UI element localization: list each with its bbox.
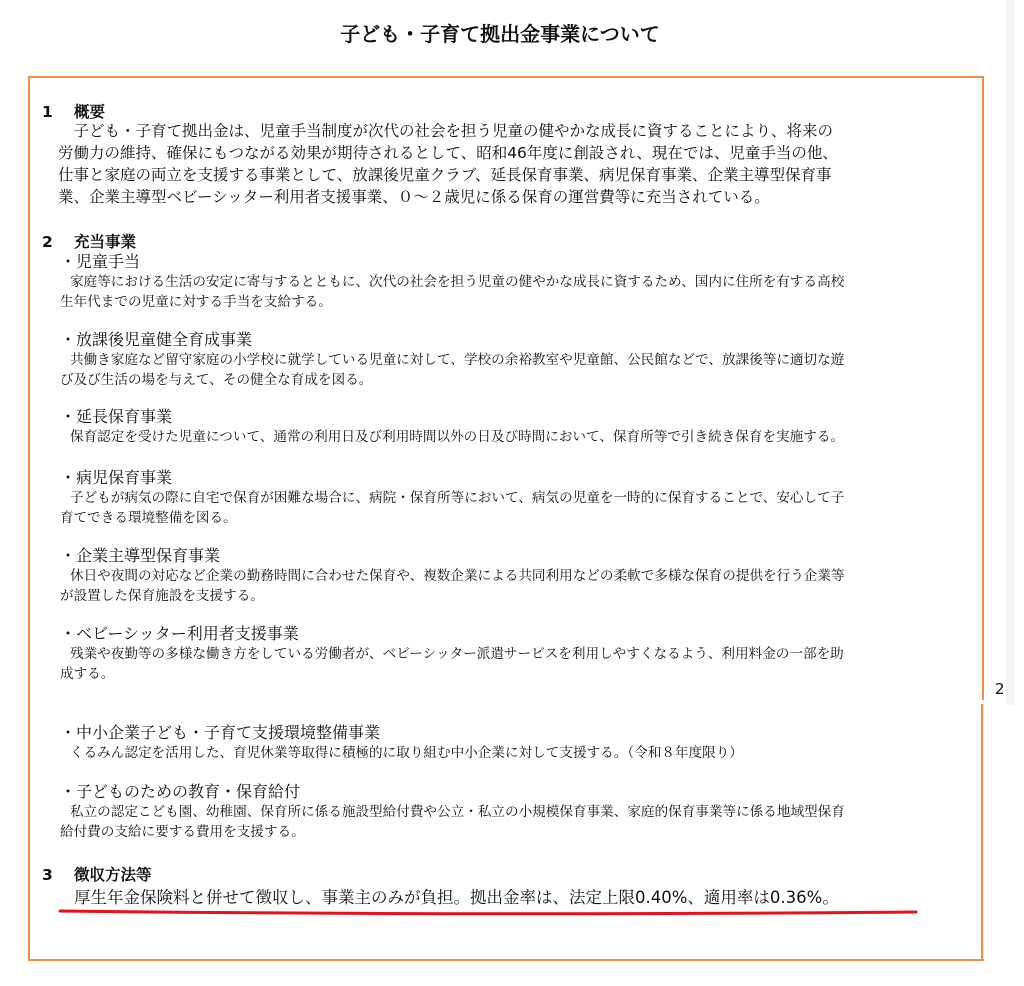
program-item <box>60 545 845 606</box>
paragraph-line: 子ども・子育て拠出金は、児童手当制度が次代の社会を担う児童の健やかな成長に資することにより、将来の <box>58 122 834 140</box>
program-description <box>60 744 743 764</box>
program-title: ・病児保育事業 <box>60 468 173 487</box>
program-item <box>60 781 845 842</box>
program-item <box>60 722 743 764</box>
program-title: ・企業主導型保育事業 <box>60 546 221 565</box>
section-title: 充当事業 <box>74 233 137 251</box>
program-title: ・ベビーシッター利用者支援事業 <box>60 624 299 643</box>
program-title: ・中小企業子ども・子育て支援環境整備事業 <box>60 723 381 742</box>
description-line: 給付費の支給に要する費用を支援する。 <box>60 823 305 840</box>
paragraph-line: 労働力の維持、確保にもつながる効果が期待されるとして、昭和46年度に創設され、現在では、児童手当の他、 <box>58 144 838 162</box>
program-description <box>60 645 844 684</box>
program-description <box>60 803 845 842</box>
paragraph-line: 業、企業主導型ベビーシッター利用者支援事業、０～２歳児に係る保育の運営費等に充当されている。 <box>58 188 770 206</box>
paragraph-line: 仕事と家庭の両立を支援する事業として、放課後児童クラブ、延長保育事業、病児保育事業、企業主導型保育事 <box>58 166 832 184</box>
overview-paragraph <box>58 120 838 208</box>
program-item <box>60 329 844 390</box>
description-line: くるみん認定を活用した、育児休業等取得に積極的に取り組む中小企業に対して支援する。（令和８年度限り） <box>70 745 743 761</box>
description-line: 休日や夜間の対応など企業の勤務時間に合わせた保育や、複数企業による共同利用などの柔軟で多様な保育の提供を行う企業等 <box>70 568 845 584</box>
frame-border-right <box>982 76 984 700</box>
program-description <box>60 567 845 606</box>
description-line: び及び生活の場を与えて、その健全な育成を図る。 <box>60 371 373 388</box>
description-line: 育てできる環境整備を図る。 <box>60 509 237 526</box>
program-item <box>60 623 844 684</box>
page-number: 2 <box>995 680 1005 698</box>
description-line: 家庭等における生活の安定に寄与するとともに、次代の社会を担う児童の健やかな成長に資するため、国内に住所を有する高校 <box>70 274 845 290</box>
program-title: ・児童手当 <box>60 252 141 271</box>
program-description <box>60 273 844 312</box>
section-number: 3 <box>42 866 53 884</box>
description-line: 共働き家庭など留守家庭の小学校に就学している児童に対して、学校の余裕教室や児童館、公民館などで、放課後等に適切な遊 <box>70 352 845 368</box>
page-title: 子ども・子育て拠出金事業について <box>340 22 660 46</box>
description-line: 子どもが病気の際に自宅で保育が困難な場合に、病院・保育所等において、病気の児童を一時的に保育することで、安心して子 <box>70 490 845 506</box>
program-title: ・子どものための教育・保育給付 <box>60 782 301 801</box>
program-title: ・放課後児童健全育成事業 <box>60 330 253 349</box>
program-item <box>60 406 844 448</box>
program-item <box>60 251 844 312</box>
section-heading-funded-programs <box>42 230 136 252</box>
description-line: 生年代までの児童に対する手当を支給する。 <box>60 293 332 310</box>
description-line: 私立の認定こども園、幼稚園、保育所に係る施設型給付費や公立・私立の小規模保育事業、家庭的保育事業等に係る地域型保育 <box>70 804 845 820</box>
scrollbar-track <box>1006 0 1014 705</box>
section-title: 概要 <box>74 103 106 121</box>
program-description <box>60 489 844 528</box>
description-line: が設置した保育施設を支援する。 <box>60 587 264 604</box>
section-number: 2 <box>42 233 53 251</box>
section-heading-collection <box>42 863 152 885</box>
frame-border-right-lower <box>981 704 983 959</box>
program-description <box>60 351 844 390</box>
description-line: 残業や夜勤等の多様な働き方をしている労働者が、ベビーシッター派遣サービスを利用しやすくなるよう、利用料金の一部を助 <box>70 646 844 662</box>
description-line: 保育認定を受けた児童について、通常の利用日及び利用時間以外の日及び時間において、保育所等で引き続き保育を実施する。 <box>70 429 845 445</box>
program-title: ・延長保育事業 <box>60 407 173 426</box>
section-title: 徴収方法等 <box>74 866 152 884</box>
description-line: 成する。 <box>60 665 115 682</box>
section-number: 1 <box>42 103 53 121</box>
collection-text: 厚生年金保険料と併せて徴収し、事業主のみが負担。拠出金率は、法定上限0.40%、適用率は0.36%。 <box>74 888 839 907</box>
program-description <box>60 428 844 448</box>
program-item <box>60 467 844 528</box>
section-heading-overview <box>42 100 105 122</box>
red-underline-annotation <box>58 906 928 920</box>
